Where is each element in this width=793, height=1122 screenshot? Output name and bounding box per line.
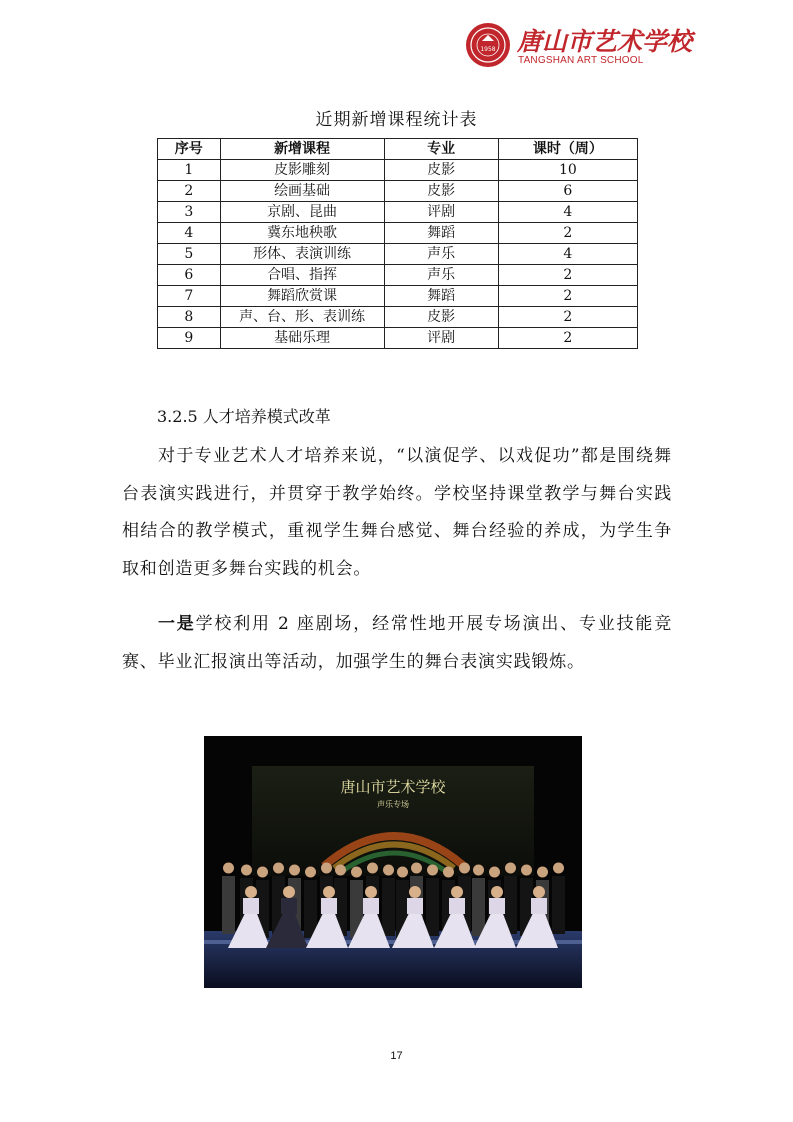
table-cell: 舞蹈 [384, 286, 498, 307]
page-number: 17 [390, 1050, 403, 1062]
course-table [157, 138, 638, 349]
table-cell: 6 [498, 181, 637, 202]
table-row [158, 328, 638, 349]
table-cell: 皮影 [384, 307, 498, 328]
table-cell: 评剧 [384, 202, 498, 223]
table-row [158, 202, 638, 223]
table-cell: 9 [158, 328, 221, 349]
table-body [158, 160, 638, 349]
table-cell: 10 [498, 160, 637, 181]
column-header: 课时（周） [498, 139, 637, 160]
table-cell: 1 [158, 160, 221, 181]
table-cell: 形体、表演训练 [220, 244, 384, 265]
table-cell: 舞蹈 [384, 223, 498, 244]
table-cell: 舞蹈欣赏课 [220, 286, 384, 307]
table-cell: 3 [158, 202, 221, 223]
table-cell: 4 [498, 244, 637, 265]
table-cell: 声乐 [384, 244, 498, 265]
table-cell: 声乐 [384, 265, 498, 286]
table-row [158, 160, 638, 181]
table-cell: 2 [498, 286, 637, 307]
table-row [158, 181, 638, 202]
table-cell: 基础乐理 [220, 328, 384, 349]
paragraph-text: 学校利用 2 座剧场，经常性地开展专场演出、专业技能竞赛、毕业汇报演出等活动，加强学生的舞台表演实践锻炼。 [122, 614, 672, 672]
table-cell: 7 [158, 286, 221, 307]
school-logo [465, 22, 693, 72]
table-cell: 京剧、昆曲 [220, 202, 384, 223]
column-header: 新增课程 [220, 139, 384, 160]
section-heading: 3.2.5 人才培养模式改革 [157, 407, 331, 426]
table-cell: 2 [498, 265, 637, 286]
table-cell: 皮影 [384, 181, 498, 202]
table-title: 近期新增课程统计表 [315, 110, 478, 130]
school-seal-icon [465, 22, 511, 68]
logo-chinese-name: 唐山市艺术学校 [517, 27, 693, 56]
table-cell: 绘画基础 [220, 181, 384, 202]
table-cell: 6 [158, 265, 221, 286]
table-cell: 2 [158, 181, 221, 202]
table-row [158, 244, 638, 265]
paragraph [122, 606, 672, 681]
column-header: 序号 [158, 139, 221, 160]
table-cell: 8 [158, 307, 221, 328]
table-cell: 评剧 [384, 328, 498, 349]
table-row [158, 265, 638, 286]
table-cell: 2 [498, 328, 637, 349]
paragraph-lead: 一是 [158, 614, 196, 634]
table-cell: 皮影雕刻 [220, 160, 384, 181]
table-cell: 2 [498, 307, 637, 328]
seal-year: 1958 [480, 46, 496, 53]
table-row [158, 307, 638, 328]
table-cell: 2 [498, 223, 637, 244]
column-header: 专业 [384, 139, 498, 160]
table-cell: 合唱、指挥 [220, 265, 384, 286]
table-row [158, 223, 638, 244]
table-cell: 4 [498, 202, 637, 223]
table-cell: 声、台、形、表训练 [220, 307, 384, 328]
table-cell: 冀东地秧歌 [220, 223, 384, 244]
table-header-row [158, 139, 638, 160]
table-cell: 5 [158, 244, 221, 265]
paragraph: 对于专业艺术人才培养来说，“以演促学、以戏促功”都是围绕舞台表演实践进行，并贯穿于教学始终。学校坚持课堂教学与舞台实践相结合的教学模式，重视学生舞台感觉、舞台经验的养成，为学生争取和创造更多舞台实践的机会。 [122, 446, 672, 579]
table-cell: 皮影 [384, 160, 498, 181]
screen-title: 唐山市艺术学校 [340, 778, 446, 796]
performance-photo [204, 736, 582, 988]
logo-english-name: TANGSHAN ART SCHOOL [518, 55, 644, 66]
table-cell: 4 [158, 223, 221, 244]
screen-subtitle: 声乐专场 [377, 800, 409, 809]
table-row [158, 286, 638, 307]
